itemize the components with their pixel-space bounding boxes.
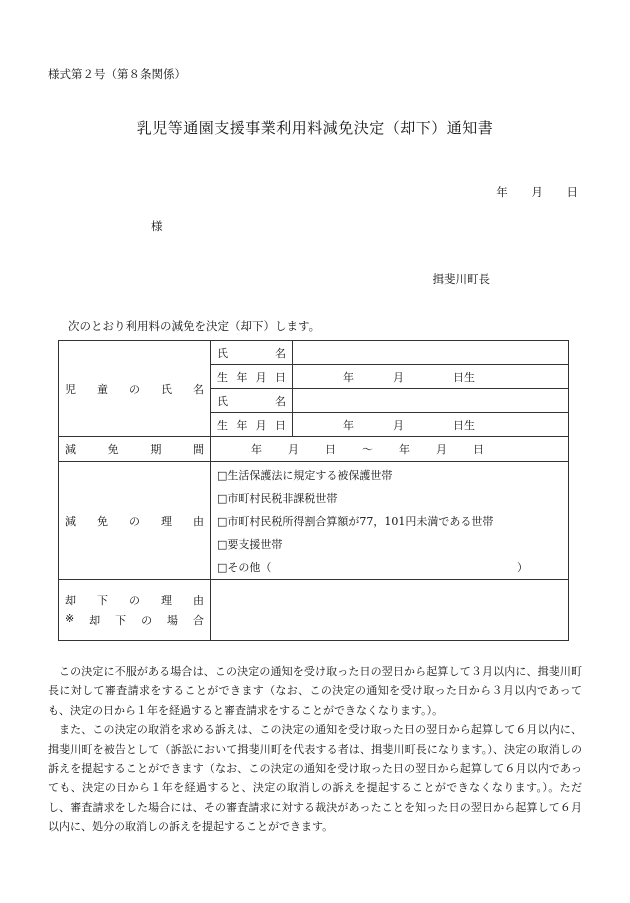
date-month: 月	[531, 185, 543, 199]
reason-checkbox-other[interactable]: □その他（ ）	[217, 560, 528, 574]
reason-row	[59, 462, 569, 580]
reason-checkbox-welfare[interactable]: □生活保護法に規定する被保護世帯	[217, 468, 393, 482]
name-value-1[interactable]	[293, 341, 569, 365]
sender: 揖斐川町長	[432, 272, 490, 286]
notice-paragraph-2: また、この決定の取消を求める訴えは、この決定の通知を受け取った日の翌日から起算して６月以内に、揖斐川町を被告として（訴訟において揖斐川町を代表する者は、揖斐川町長になります。）、決定の取消しの訴えを提起することができます（なお、この決定の通知を受け取った日の翌日から起算して６月以内であっても、決定の日から１年を経過すると、決定の取消しの訴えを提起することができなくなります。）。ただし、審査請求をした場合には、その審査請求に対する裁決があったことを知った日の翌日から起算して６月以内に、処分の取消しの訴えを提起することができます。	[48, 723, 582, 834]
dob-value-1[interactable]: 年 月 日生	[293, 365, 569, 389]
dob-value-2[interactable]: 年 月 日生	[293, 413, 569, 437]
notice-paragraph-1: この決定に不服がある場合は、この決定の通知を受け取った日の翌日から起算して３月以内に、揖斐川町長に対して審査請求をすることができます（なお、この決定の通知を受け取った日から３月以内であっても、決定の日から１年を経過すると審査請求をすることができなくなります。）。	[48, 665, 582, 717]
form-number: 様式第２号（第８条関係）	[48, 67, 186, 81]
reject-label: 却 下 の 理 由 ※ 却 下 の 場 合	[59, 580, 211, 641]
document-title: 乳児等通園支援事業利用料減免決定（却下）通知書	[136, 119, 494, 137]
issue-date	[476, 184, 578, 200]
period-row	[59, 437, 569, 462]
intro-text: 次のとおり利用料の減免を決定（却下）します。	[68, 319, 321, 333]
decision-table	[58, 340, 569, 641]
date-year: 年	[496, 185, 508, 199]
dob-label-2: 生 年 月 日	[211, 413, 293, 437]
dob-label-1: 生 年 月 日	[211, 365, 293, 389]
reason-checkbox-income[interactable]: □市町村民税所得割合算額が77，101円未満である世帯	[217, 514, 494, 528]
period-label: 減 免 期 間	[59, 437, 211, 462]
reason-label: 減 免 の 理 由	[59, 462, 211, 580]
reason-checkbox-tax-exempt[interactable]: □市町村民税非課税世帯	[217, 491, 338, 505]
reject-row	[59, 580, 569, 641]
child-name-label: 児 童 の 氏 名	[59, 341, 211, 437]
addressee: 様	[151, 219, 163, 233]
name-label-1: 氏 名	[211, 341, 293, 365]
appeal-notice	[48, 662, 582, 837]
name-value-2[interactable]	[293, 389, 569, 413]
reason-options	[211, 462, 569, 580]
reason-checkbox-support[interactable]: □要支援世帯	[217, 537, 283, 551]
period-value[interactable]: 年 月 日 ～ 年 月 日	[211, 437, 569, 462]
name-label-2: 氏 名	[211, 389, 293, 413]
reject-reason-value[interactable]	[211, 580, 569, 641]
child-row	[59, 341, 569, 365]
date-day: 日	[566, 185, 578, 199]
